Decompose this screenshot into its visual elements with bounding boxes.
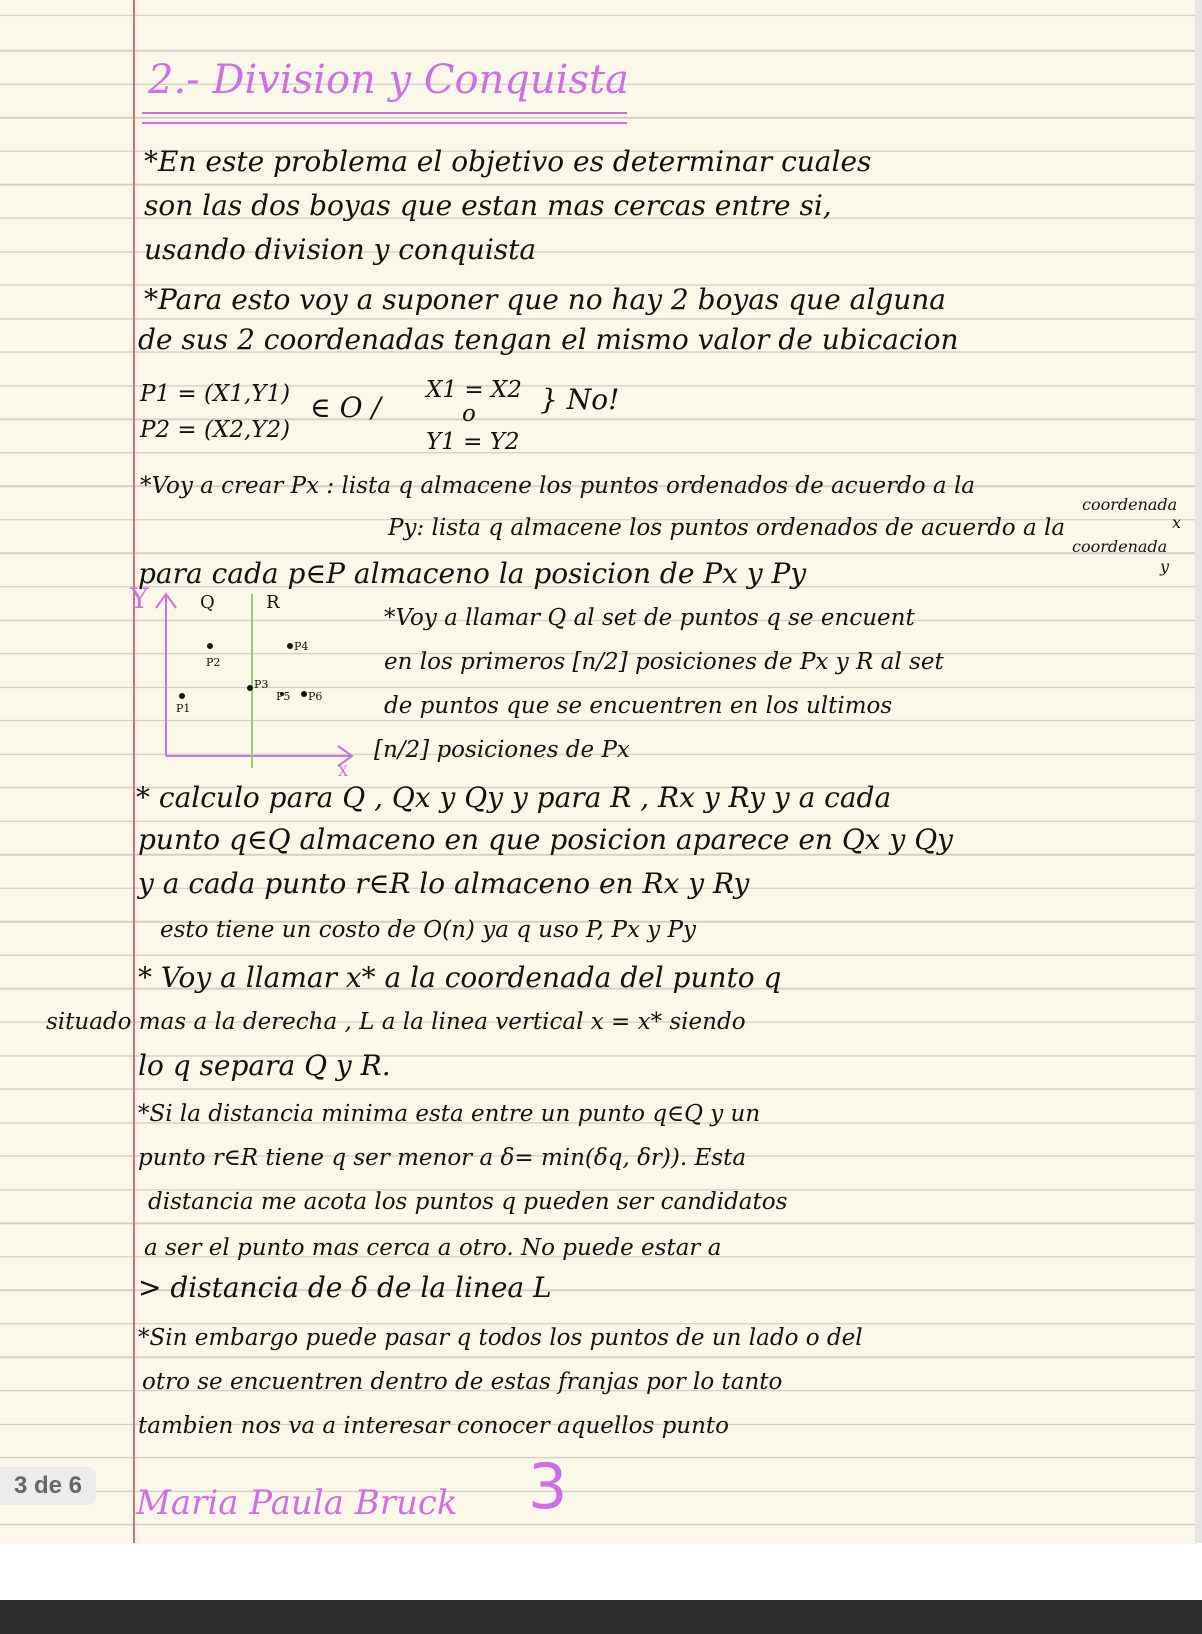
condition-or: o — [462, 401, 476, 427]
note-line: situado mas a la derecha , L a la linea vertical x = x* siendo — [46, 1009, 746, 1035]
title-underline — [142, 112, 627, 114]
sketch-label-p3: P3 — [254, 678, 269, 691]
page-indicator: 3 de 6 — [0, 1467, 96, 1505]
page-title: 2.- Division y Conquista — [148, 57, 629, 103]
note-line: a ser el punto mas cerca a otro. No puede estar a — [144, 1235, 722, 1261]
sketch-point — [301, 691, 307, 697]
note-line: *Voy a llamar Q al set de puntos q se encuent — [384, 605, 915, 631]
handwritten-page-number: 3 — [528, 1450, 568, 1523]
note-annotation: coordenada — [1082, 495, 1178, 514]
sketch-label-p6: P6 — [308, 690, 323, 703]
author-signature: Maria Paula Bruck — [136, 1483, 458, 1523]
viewer-bottom-bar — [0, 1600, 1202, 1634]
sketch-label-r: R — [266, 592, 280, 613]
note-line: esto tiene un costo de O(n) ya q uso P, Px y Py — [160, 917, 696, 943]
note-annotation: y — [1160, 557, 1170, 576]
note-line: otro se encuentren dentro de estas franjas por lo tanto — [142, 1369, 783, 1395]
note-line: Py: lista q almacene los puntos ordenados de acuerdo a la — [388, 515, 1066, 541]
sketch-label-q: Q — [200, 592, 215, 613]
sketch-point — [247, 685, 253, 691]
sketch-point — [207, 643, 213, 649]
note-line: punto q∈Q almaceno en que posicion aparece en Qx y Qy — [138, 823, 953, 856]
note-line: *Para esto voy a suponer que no hay 2 boyas que alguna — [144, 283, 946, 316]
sketch-label-y: Y — [130, 582, 149, 615]
title-underline-2 — [142, 122, 627, 124]
sketch-label-p4: P4 — [294, 640, 309, 653]
note-line: de sus 2 coordenadas tengan el mismo valor de ubicacion — [138, 323, 959, 356]
point-p1: P1 = (X1,Y1) — [140, 381, 291, 407]
note-line: para cada p∈P almaceno la posicion de Px y Py — [138, 557, 807, 590]
note-line: *Voy a crear Px : lista q almacene los puntos ordenados de acuerdo a la — [140, 473, 976, 499]
note-line: lo q separa Q y R. — [138, 1049, 391, 1082]
note-annotation: x — [1172, 513, 1182, 532]
sketch-label-p2: P2 — [206, 656, 221, 669]
note-line: tambien nos va a interesar conocer aquellos punto — [138, 1413, 730, 1439]
condition-y: Y1 = Y2 — [426, 429, 520, 455]
note-line: *En este problema el objetivo es determinar cuales — [144, 145, 872, 178]
note-line: punto r∈R tiene q ser menor a δ= min(δq, δr)). Esta — [138, 1145, 747, 1171]
note-line: [n/2] posiciones de Px — [374, 737, 630, 763]
condition-result: } No! — [540, 383, 620, 416]
sketch-label-p5: P5 — [276, 690, 291, 703]
note-line: *Si la distancia minima esta entre un punto q∈Q y un — [138, 1101, 761, 1127]
note-annotation: coordenada — [1072, 537, 1168, 556]
sketch-label-x: X — [338, 764, 348, 778]
sketch-label-p1: P1 — [176, 702, 191, 715]
point-p2: P2 = (X2,Y2) — [140, 417, 291, 443]
note-line: de puntos que se encuentren en los ultimos — [384, 693, 893, 719]
note-line: y a cada punto r∈R lo almaceno en Rx y Ry — [138, 867, 750, 900]
condition-x: X1 = X2 — [426, 377, 522, 403]
note-line: * calculo para Q , Qx y Qy y para R , Rx y Ry y a cada — [136, 781, 892, 814]
note-line: *Sin embargo puede pasar q todos los puntos de un lado o del — [138, 1325, 863, 1351]
sketch-point — [179, 693, 185, 699]
page-edge — [1195, 0, 1202, 1543]
note-line: en los primeros [n/2] posiciones de Px y R al set — [384, 649, 944, 675]
note-line: > distancia de δ de la linea L — [138, 1271, 552, 1304]
set-membership: ∈ O / — [310, 391, 381, 424]
note-line: * Voy a llamar x* a la coordenada del punto q — [138, 961, 782, 994]
points-sketch — [122, 578, 372, 778]
note-line: usando division y conquista — [144, 233, 537, 266]
sketch-point — [287, 643, 293, 649]
note-line: distancia me acota los puntos q pueden ser candidatos — [148, 1189, 788, 1215]
note-line: son las dos boyas que estan mas cercas entre si, — [144, 189, 832, 222]
